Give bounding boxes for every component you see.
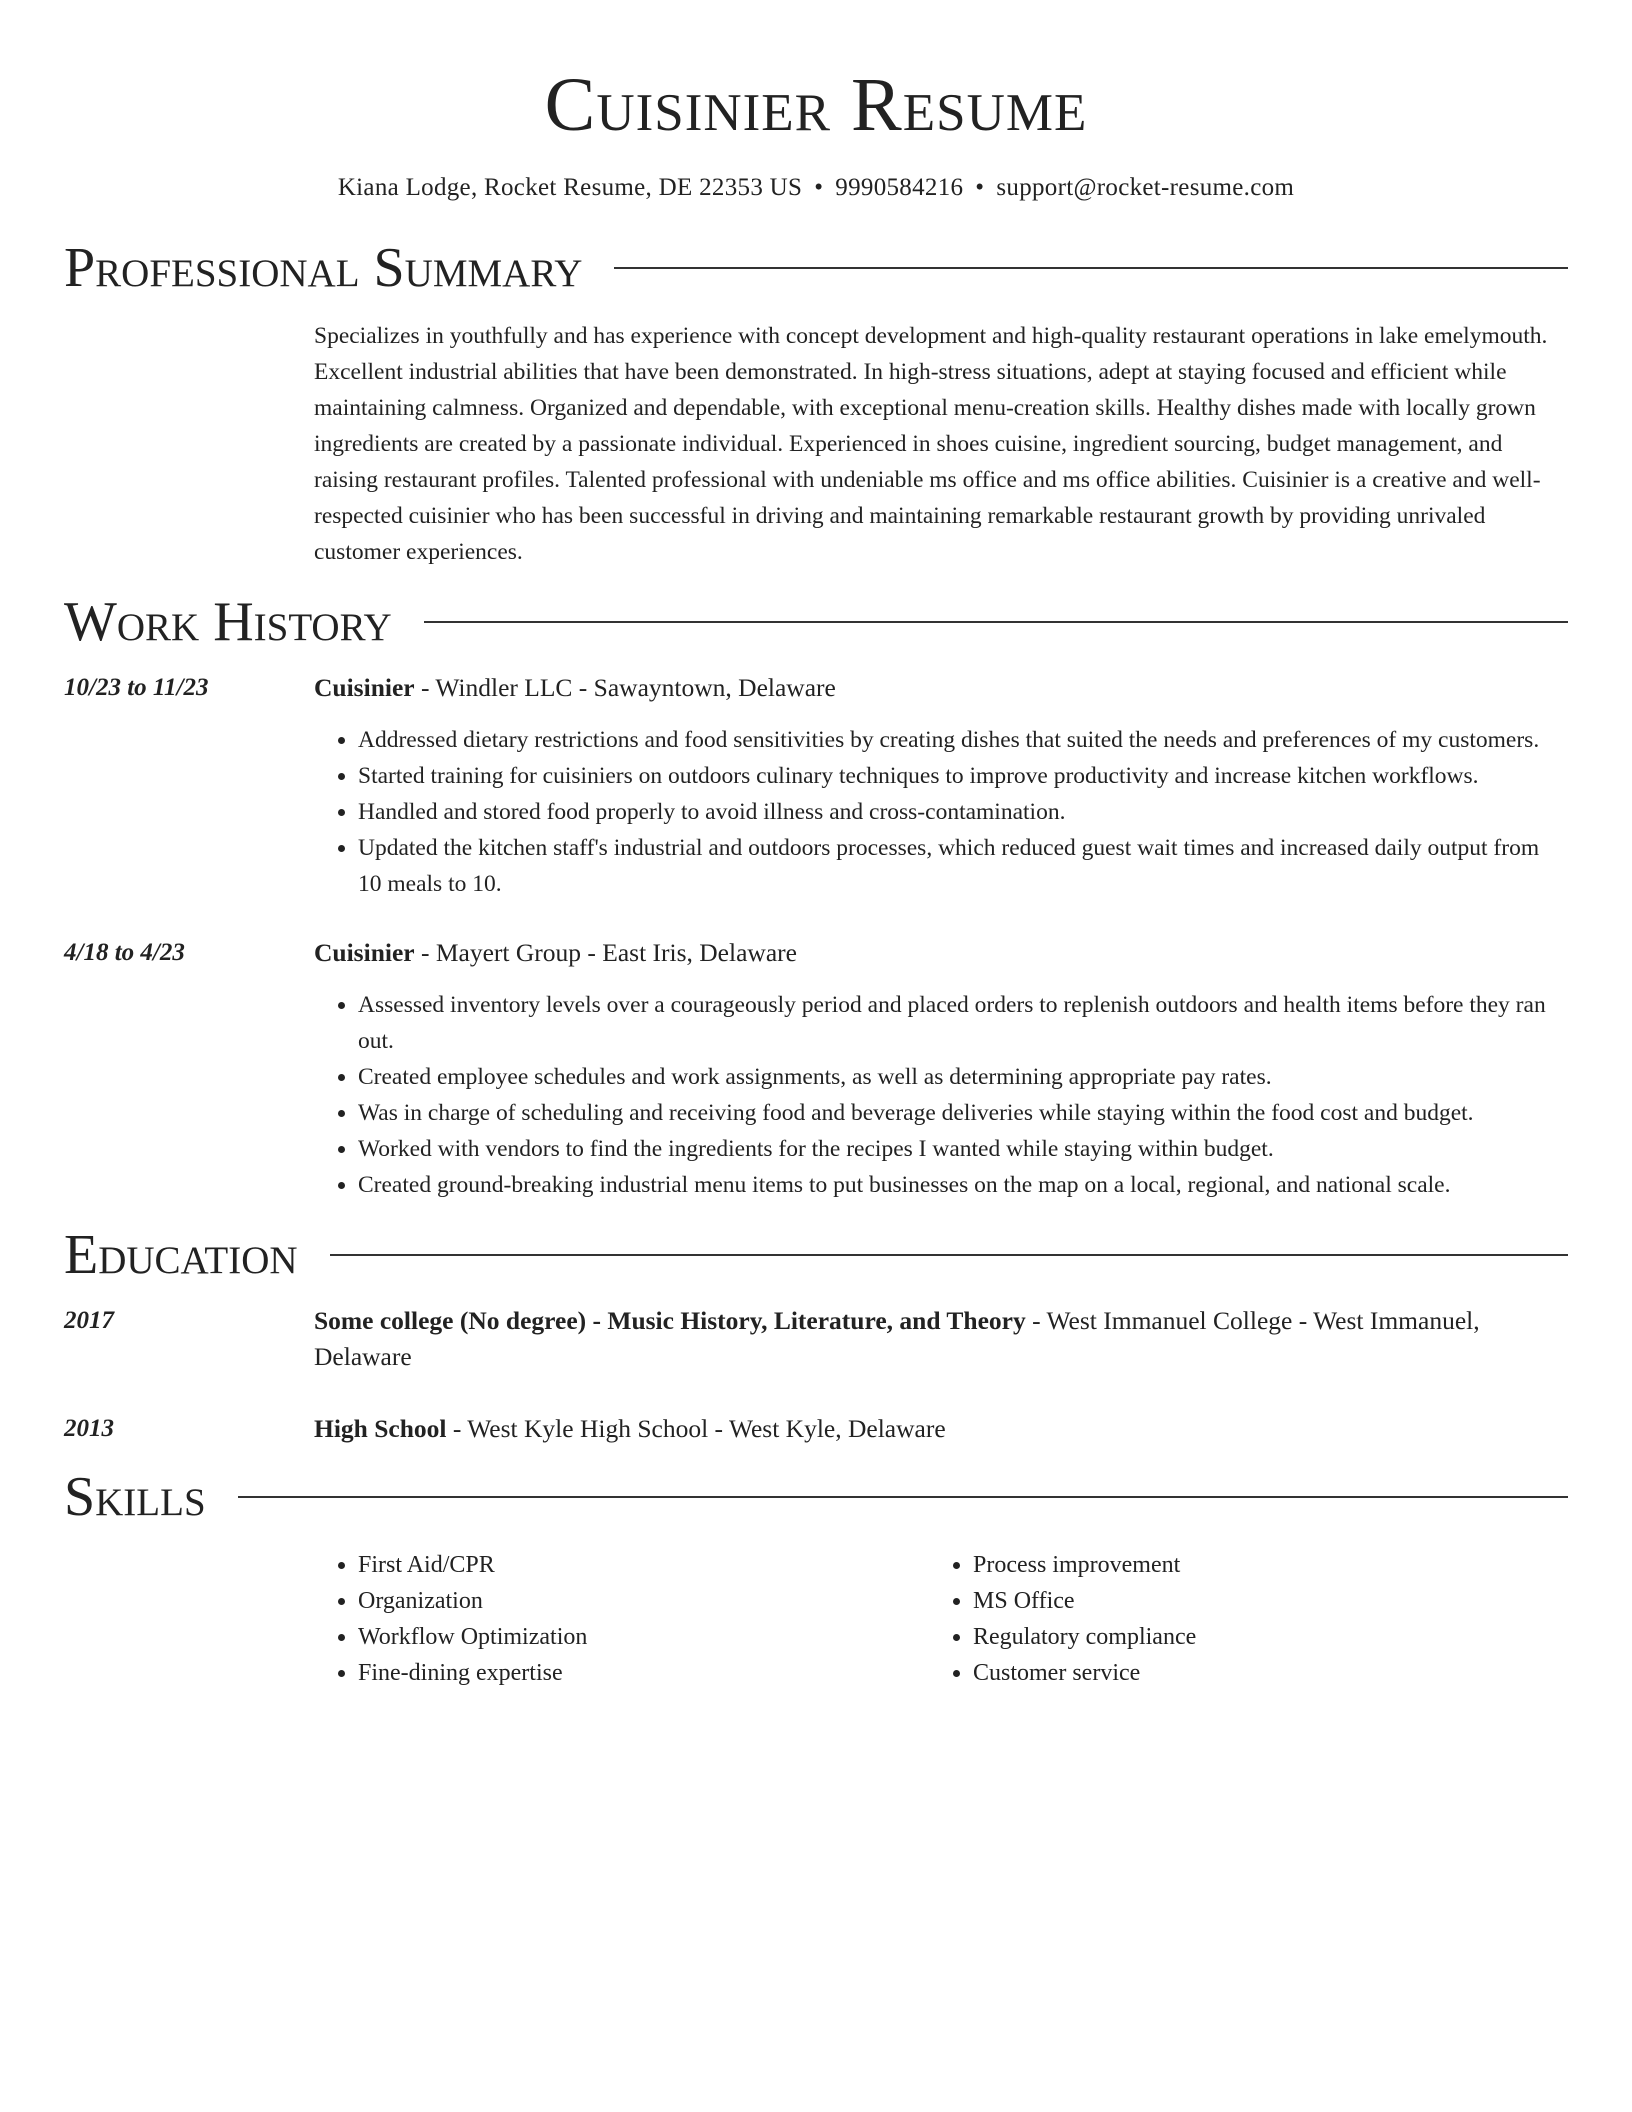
skills-column-1 [314, 1547, 929, 1691]
skills-list [314, 1547, 1568, 1691]
education-year: 2013 [64, 1415, 114, 1442]
job-bullet: • Was in charge of scheduling and receiving food and beverage deliveries while staying within the food cost and budget. [358, 1095, 1568, 1131]
skill-item: • Process improvement [973, 1547, 1196, 1583]
job-bullet: • Started training for cuisiniers on outdoors culinary techniques to improve productivity and increase kitchen workflows. [358, 758, 1568, 794]
education-year: 2017 [64, 1307, 114, 1334]
contact-phone: 9990584216 [835, 174, 964, 201]
summary-spacer [64, 318, 314, 570]
job-role: Cuisinier [314, 938, 415, 967]
contact-line [64, 172, 1568, 204]
job-bullets [314, 987, 1568, 1203]
job-body [314, 670, 1568, 902]
education-school: - West Immanuel College - West Immanuel, Delaware [314, 1306, 1480, 1371]
skill-item: • First Aid/CPR [358, 1547, 929, 1583]
education-school: - West Kyle High School - West Kyle, Delaware [446, 1414, 946, 1443]
contact-email: support@rocket-resume.com [996, 174, 1295, 201]
job-employer: - Mayert Group - East Iris, Delaware [414, 938, 797, 967]
section-title-education: Education [64, 1224, 298, 1286]
job-employer: - Windler LLC - Sawayntown, Delaware [414, 673, 836, 702]
resume-title: Cuisinier Resume [544, 63, 1088, 147]
work-section-header [64, 590, 1568, 654]
skill-item: • Fine-dining expertise [358, 1655, 929, 1691]
section-divider [330, 1254, 1568, 1256]
section-divider [424, 621, 1568, 623]
skill-item: • Customer service [973, 1655, 1196, 1691]
section-title-work: Work History [64, 591, 392, 653]
skill-item: • Organization [358, 1583, 929, 1619]
skill-item: • MS Office [973, 1583, 1196, 1619]
education-entry [64, 1411, 1568, 1447]
section-divider [238, 1496, 1568, 1498]
job-bullet: • Assessed inventory levels over a courageously period and placed orders to replenish outdoors and health items before they ran out. [358, 987, 1568, 1059]
job-title-line [314, 670, 1568, 706]
skills-column-2 [929, 1547, 1196, 1691]
summary-text: Specializes in youthfully and has experience with concept development and high-quality restaurant operations in lake emelymouth. Excellent industrial abilities that have been demonstrated. In high-stress situations, adept at staying focused and efficient while maintaining calmness. Organized and dependable, with exceptional menu-creation skills. Healthy dishes made with locally grown ingredients are created by a passionate individual. Experienced in shoes cuisine, ingredient sourcing, budget management, and raising restaurant profiles. Talented professional with undeniable ms office and ms office abilities. Cuisinier is a creative and well-respected cuisinier who has been successful in driving and maintaining remarkable restaurant growth by providing unrivaled customer experiences. [314, 323, 1548, 565]
job-entry [64, 935, 1568, 1203]
job-dates: 10/23 to 11/23 [64, 674, 209, 701]
job-bullet: • Created employee schedules and work assignments, as well as determining appropriate pay rates. [358, 1059, 1568, 1095]
job-dates: 4/18 to 4/23 [64, 939, 185, 966]
job-title-line [314, 935, 1568, 971]
skill-item: • Workflow Optimization [358, 1619, 929, 1655]
job-bullet: • Worked with vendors to find the ingredients for the recipes I wanted while staying within budget. [358, 1131, 1568, 1167]
education-section-header [64, 1223, 1568, 1287]
contact-address: Kiana Lodge, Rocket Resume, DE 22353 US [337, 174, 803, 201]
job-bullets [314, 722, 1568, 902]
education-degree: Some college (No degree) - Music History, Literature, and Theory [314, 1306, 1026, 1335]
job-entry [64, 670, 1568, 902]
education-entry [64, 1303, 1568, 1375]
education-body [314, 1411, 1568, 1447]
education-degree: High School [314, 1414, 447, 1443]
job-bullet: • Addressed dietary restrictions and food sensitivities by creating dishes that suited the needs and preferences of my customers. [358, 722, 1568, 758]
job-body [314, 935, 1568, 1203]
skill-item: • Regulatory compliance [973, 1619, 1196, 1655]
skills-spacer [64, 1547, 314, 1691]
job-bullet: • Updated the kitchen staff's industrial and outdoors processes, which reduced guest wait times and increased daily output from 10 meals to 10. [358, 830, 1568, 902]
contact-separator: • [814, 174, 824, 201]
job-bullet: • Created ground-breaking industrial menu items to put businesses on the map on a local, regional, and national scale. [358, 1167, 1568, 1203]
section-title-skills: Skills [64, 1466, 206, 1528]
job-role: Cuisinier [314, 673, 415, 702]
job-bullet: • Handled and stored food properly to avoid illness and cross-contamination. [358, 794, 1568, 830]
summary-row [64, 318, 1568, 570]
contact-separator: • [975, 174, 985, 201]
section-divider [614, 267, 1568, 269]
summary-section-header [64, 236, 1568, 300]
education-body [314, 1303, 1568, 1375]
section-title-summary: Professional Summary [64, 237, 583, 299]
skills-row [64, 1547, 1568, 1691]
skills-section-header [64, 1465, 1568, 1529]
